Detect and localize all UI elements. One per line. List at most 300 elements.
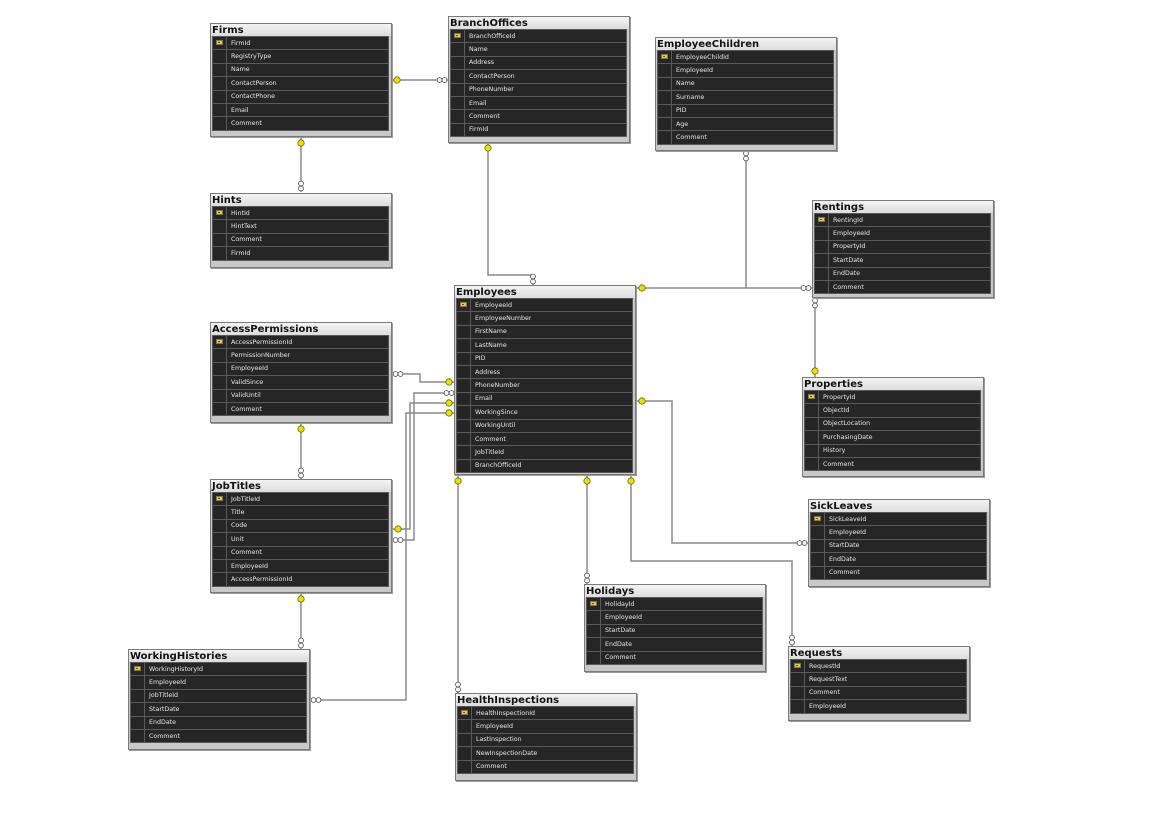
primary-key-row[interactable] [815,214,990,227]
column-row[interactable] [213,50,388,63]
primary-key-row[interactable] [458,707,633,720]
column-name: Email [469,99,487,107]
row-selector [811,526,825,538]
key-endpoint-icon [395,526,401,532]
column-row[interactable] [458,761,633,773]
column-name: Comment [231,405,262,413]
infinity-endpoint-icon [311,698,321,703]
primary-key-row[interactable] [587,598,762,611]
row-selector [457,406,471,418]
table-title: Holidays [585,585,765,597]
column-row[interactable] [587,652,762,664]
column-row[interactable] [815,254,990,267]
primary-key-icon [794,663,801,668]
table-workinghistories[interactable] [128,649,310,750]
column-row[interactable] [457,393,632,406]
table-healthinspections[interactable] [455,693,637,781]
column-row[interactable] [457,379,632,392]
column-name: StartDate [149,705,180,713]
row-selector [805,404,819,416]
row-selector [213,247,227,259]
column-row[interactable] [805,418,980,431]
column-name: FirmId [469,126,489,134]
column-name: WorkingSince [475,408,518,416]
infinity-endpoint-icon [797,541,807,546]
row-selector [457,446,471,458]
primary-key-row[interactable] [457,299,632,312]
infinity-endpoint-icon [744,151,749,161]
column-name: AccessPermissionId [231,338,293,346]
column-name: JobTitleId [231,495,261,503]
key-endpoint-icon [455,478,461,484]
column-row[interactable] [805,458,980,470]
column-name: Email [475,395,493,403]
column-name: PropertyId [823,393,856,401]
column-name: Address [469,59,495,67]
row-selector [213,91,227,103]
column-name: WorkingHistoryId [149,665,203,673]
column-list [790,659,967,714]
column-row[interactable] [131,730,306,742]
table-requests[interactable] [788,646,970,721]
table-sickleaves[interactable] [808,499,990,587]
primary-key-row[interactable] [658,51,833,64]
column-row[interactable] [458,747,633,760]
column-row[interactable] [213,520,388,533]
row-selector [457,460,471,472]
table-title: BranchOffices [449,17,629,29]
column-row[interactable] [805,445,980,458]
key-endpoint-icon [639,285,645,291]
row-selector [457,353,471,365]
column-name: AccessPermissionId [231,576,293,584]
row-selector [458,707,472,719]
column-list [212,36,389,131]
row-selector [213,77,227,89]
column-name: EmployeeId [231,365,269,373]
row-selector [815,254,829,266]
column-name: EmployeeChildId [676,53,729,61]
column-name: EmployeeId [475,301,513,309]
column-row[interactable] [213,104,388,117]
row-selector [451,97,465,109]
table-jobtitles[interactable] [210,479,392,593]
column-row[interactable] [815,227,990,240]
row-selector [213,37,227,49]
table-title: Hints [211,194,391,206]
table-title: HealthInspections [456,694,636,706]
column-list [657,50,834,145]
column-row[interactable] [457,460,632,472]
column-row[interactable] [457,312,632,325]
primary-key-row[interactable] [791,660,966,673]
relationship-line [392,403,454,529]
column-row[interactable] [457,406,632,419]
table-rentings[interactable] [812,200,994,298]
row-selector [587,638,601,650]
column-name: Comment [231,549,262,557]
column-name: Surname [676,93,705,101]
column-name: HintId [231,209,250,217]
column-list [456,298,633,473]
row-selector [791,687,805,699]
column-list [130,662,307,743]
column-row[interactable] [658,91,833,104]
row-selector [451,110,465,122]
column-name: Title [231,509,245,517]
column-row[interactable] [658,105,833,118]
row-selector [815,281,829,293]
row-selector [457,312,471,324]
key-endpoint-icon [298,426,304,432]
column-name: RegistryType [231,53,272,61]
infinity-endpoint-icon [299,468,304,478]
infinity-endpoint-icon [299,181,304,191]
column-name: PhoneNumber [475,382,520,390]
column-name: LastName [475,341,507,349]
column-row[interactable] [811,567,986,579]
row-selector [451,57,465,69]
column-name: EmployeeNumber [475,315,532,323]
column-row[interactable] [213,533,388,546]
infinity-endpoint-icon [437,78,447,83]
column-row[interactable] [791,700,966,712]
table-title: Properties [803,378,983,390]
key-endpoint-icon [446,379,452,385]
column-name: Comment [476,763,507,771]
row-selector [815,214,829,226]
column-name: Comment [149,732,180,740]
column-row[interactable] [791,687,966,700]
column-name: Name [469,46,488,54]
column-row[interactable] [451,97,626,110]
column-name: EmployeeId [605,614,643,622]
table-employees[interactable] [454,285,636,475]
row-selector [811,553,825,565]
primary-key-row[interactable] [131,663,306,676]
column-row[interactable] [451,84,626,97]
column-row[interactable] [457,326,632,339]
primary-key-icon [216,40,223,45]
column-name: Age [676,120,689,128]
row-selector [451,30,465,42]
row-selector [791,700,805,712]
primary-key-row[interactable] [213,336,388,349]
row-selector [458,747,472,759]
row-selector [457,299,471,311]
column-list [212,206,389,261]
column-row[interactable] [131,676,306,689]
row-selector [458,734,472,746]
primary-key-row[interactable] [213,493,388,506]
column-name: ValidSince [231,378,264,386]
row-selector [213,493,227,505]
key-endpoint-icon [639,398,645,404]
column-name: ContactPerson [231,79,277,87]
column-row[interactable] [458,720,633,733]
column-name: HintText [231,223,257,231]
column-row[interactable] [587,625,762,638]
row-selector [457,379,471,391]
column-name: Comment [469,113,500,121]
key-endpoint-icon [446,410,452,416]
column-name: Name [676,80,695,88]
column-list [814,213,991,294]
column-row[interactable] [587,611,762,624]
row-selector [457,326,471,338]
column-row[interactable] [213,64,388,77]
table-holidays[interactable] [584,584,766,672]
column-row[interactable] [457,353,632,366]
row-selector [811,540,825,552]
column-list [810,512,987,580]
row-selector [791,660,805,672]
primary-key-icon [134,666,141,671]
column-row[interactable] [213,77,388,90]
row-selector [811,513,825,525]
primary-key-icon [808,394,815,399]
column-row[interactable] [131,703,306,716]
column-list [212,492,389,587]
column-name: ObjectId [823,407,850,415]
primary-key-row[interactable] [213,37,388,50]
primary-key-row[interactable] [805,391,980,404]
column-row[interactable] [658,64,833,77]
row-selector [458,761,472,773]
column-name: SickLeaveId [829,515,867,523]
table-title: Rentings [813,201,993,213]
infinity-endpoint-icon [801,286,811,291]
row-selector [213,533,227,545]
row-selector [658,118,672,130]
column-row[interactable] [457,339,632,352]
column-row[interactable] [451,43,626,56]
column-name: EmployeeId [833,230,871,238]
column-name: EmployeeId [231,562,269,570]
row-selector [213,547,227,559]
column-row[interactable] [457,366,632,379]
infinity-endpoint-icon [393,372,403,377]
column-row[interactable] [815,268,990,281]
column-name: EmployeeId [676,67,714,75]
column-list [804,390,981,471]
primary-key-icon [216,339,223,344]
infinity-endpoint-icon [393,538,403,543]
row-selector [213,390,227,402]
column-row[interactable] [658,131,833,143]
row-selector [213,117,227,129]
row-selector [213,234,227,246]
column-name: Address [475,368,501,376]
table-title: Firms [211,24,391,36]
column-name: PID [676,107,687,115]
row-selector [213,506,227,518]
column-row[interactable] [805,404,980,417]
row-selector [805,431,819,443]
column-row[interactable] [457,433,632,446]
infinity-endpoint-icon [790,635,795,645]
row-selector [213,336,227,348]
row-selector [213,573,227,585]
primary-key-row[interactable] [811,513,986,526]
column-name: Email [231,106,249,114]
column-row[interactable] [815,281,990,293]
row-selector [811,567,825,579]
row-selector [587,652,601,664]
infinity-endpoint-icon [813,298,818,308]
column-name: WorkingUntil [475,422,516,430]
column-name: JobTitleId [149,692,179,700]
column-row[interactable] [811,526,986,539]
column-name: LastInspection [476,736,522,744]
column-row[interactable] [458,734,633,747]
column-name: EmployeeId [149,679,187,687]
row-selector [458,720,472,732]
row-selector [213,220,227,232]
column-name: HealthInspectionId [476,709,536,717]
table-title: SickLeaves [809,500,989,512]
column-row[interactable] [213,390,388,403]
column-name: RequestText [809,676,848,684]
row-selector [658,91,672,103]
column-row[interactable] [213,573,388,585]
primary-key-icon [216,496,223,501]
column-row[interactable] [451,57,626,70]
column-row[interactable] [658,78,833,91]
column-name: PID [475,355,486,363]
row-selector [213,50,227,62]
column-name: ContactPhone [231,93,276,101]
column-row[interactable] [451,70,626,83]
row-selector [805,445,819,457]
column-name: History [823,447,846,455]
table-firms[interactable] [210,23,392,137]
column-row[interactable] [213,117,388,129]
column-list [586,597,763,665]
column-list [457,706,634,774]
table-employeechildren[interactable] [655,37,837,151]
relationship-line [392,393,454,540]
column-row[interactable] [457,420,632,433]
key-endpoint-icon [446,400,452,406]
primary-key-row[interactable] [451,30,626,43]
column-list [212,335,389,416]
column-row[interactable] [451,110,626,123]
row-selector [587,598,601,610]
table-title: WorkingHistories [129,650,309,662]
column-row[interactable] [457,446,632,459]
row-selector [805,418,819,430]
column-name: BranchOfficeId [475,462,522,470]
column-row[interactable] [791,673,966,686]
key-endpoint-icon [584,478,590,484]
column-row[interactable] [213,376,388,389]
column-name: Comment [231,120,262,128]
row-selector [457,433,471,445]
column-row[interactable] [131,717,306,730]
column-row[interactable] [213,547,388,560]
column-row[interactable] [213,349,388,362]
column-name: BranchOfficeId [469,32,516,40]
primary-key-row[interactable] [213,207,388,220]
column-row[interactable] [451,124,626,136]
column-row[interactable] [658,118,833,131]
table-title: JobTitles [211,480,391,492]
column-name: Comment [676,134,707,142]
column-row[interactable] [131,690,306,703]
column-row[interactable] [213,403,388,415]
row-selector [213,376,227,388]
row-selector [213,349,227,361]
infinity-endpoint-icon [444,391,454,396]
column-row[interactable] [213,247,388,259]
column-row[interactable] [811,540,986,553]
column-name: Comment [605,654,636,662]
key-endpoint-icon [628,478,634,484]
row-selector [805,391,819,403]
column-row[interactable] [213,91,388,104]
table-hints[interactable] [210,193,392,268]
key-endpoint-icon [485,145,491,151]
column-name: ValidUntil [231,392,261,400]
row-selector [457,420,471,432]
row-selector [131,717,145,729]
column-name: PurchasingDate [823,433,873,441]
column-name: HolidayId [605,600,635,608]
column-row[interactable] [805,431,980,444]
row-selector [131,676,145,688]
column-row[interactable] [587,638,762,651]
key-endpoint-icon [394,77,400,83]
column-name: EndDate [149,719,177,727]
row-selector [658,51,672,63]
table-properties[interactable] [802,377,984,477]
column-row[interactable] [213,560,388,573]
primary-key-icon [461,710,468,715]
row-selector [805,458,819,470]
table-accesspermissions[interactable] [210,322,392,423]
key-endpoint-icon [298,140,304,146]
table-branchoffices[interactable] [448,16,630,143]
row-selector [791,673,805,685]
infinity-endpoint-icon [531,274,536,284]
row-selector [213,207,227,219]
table-title: AccessPermissions [211,323,391,335]
primary-key-icon [454,33,461,38]
row-selector [213,363,227,375]
relationship-line [636,401,808,543]
column-row[interactable] [811,553,986,566]
row-selector [815,227,829,239]
row-selector [213,520,227,532]
column-name: Comment [475,435,506,443]
column-row[interactable] [213,234,388,247]
column-name: EndDate [605,640,633,648]
row-selector [131,703,145,715]
column-name: PropertyId [833,243,866,251]
column-name: RequestId [809,662,841,670]
row-selector [131,663,145,675]
column-name: Comment [829,569,860,577]
column-name: EndDate [829,555,857,563]
infinity-endpoint-icon [456,682,461,692]
column-row[interactable] [815,241,990,254]
column-row[interactable] [213,363,388,376]
row-selector [658,131,672,143]
column-row[interactable] [213,506,388,519]
column-name: Comment [231,236,262,244]
column-row[interactable] [213,220,388,233]
